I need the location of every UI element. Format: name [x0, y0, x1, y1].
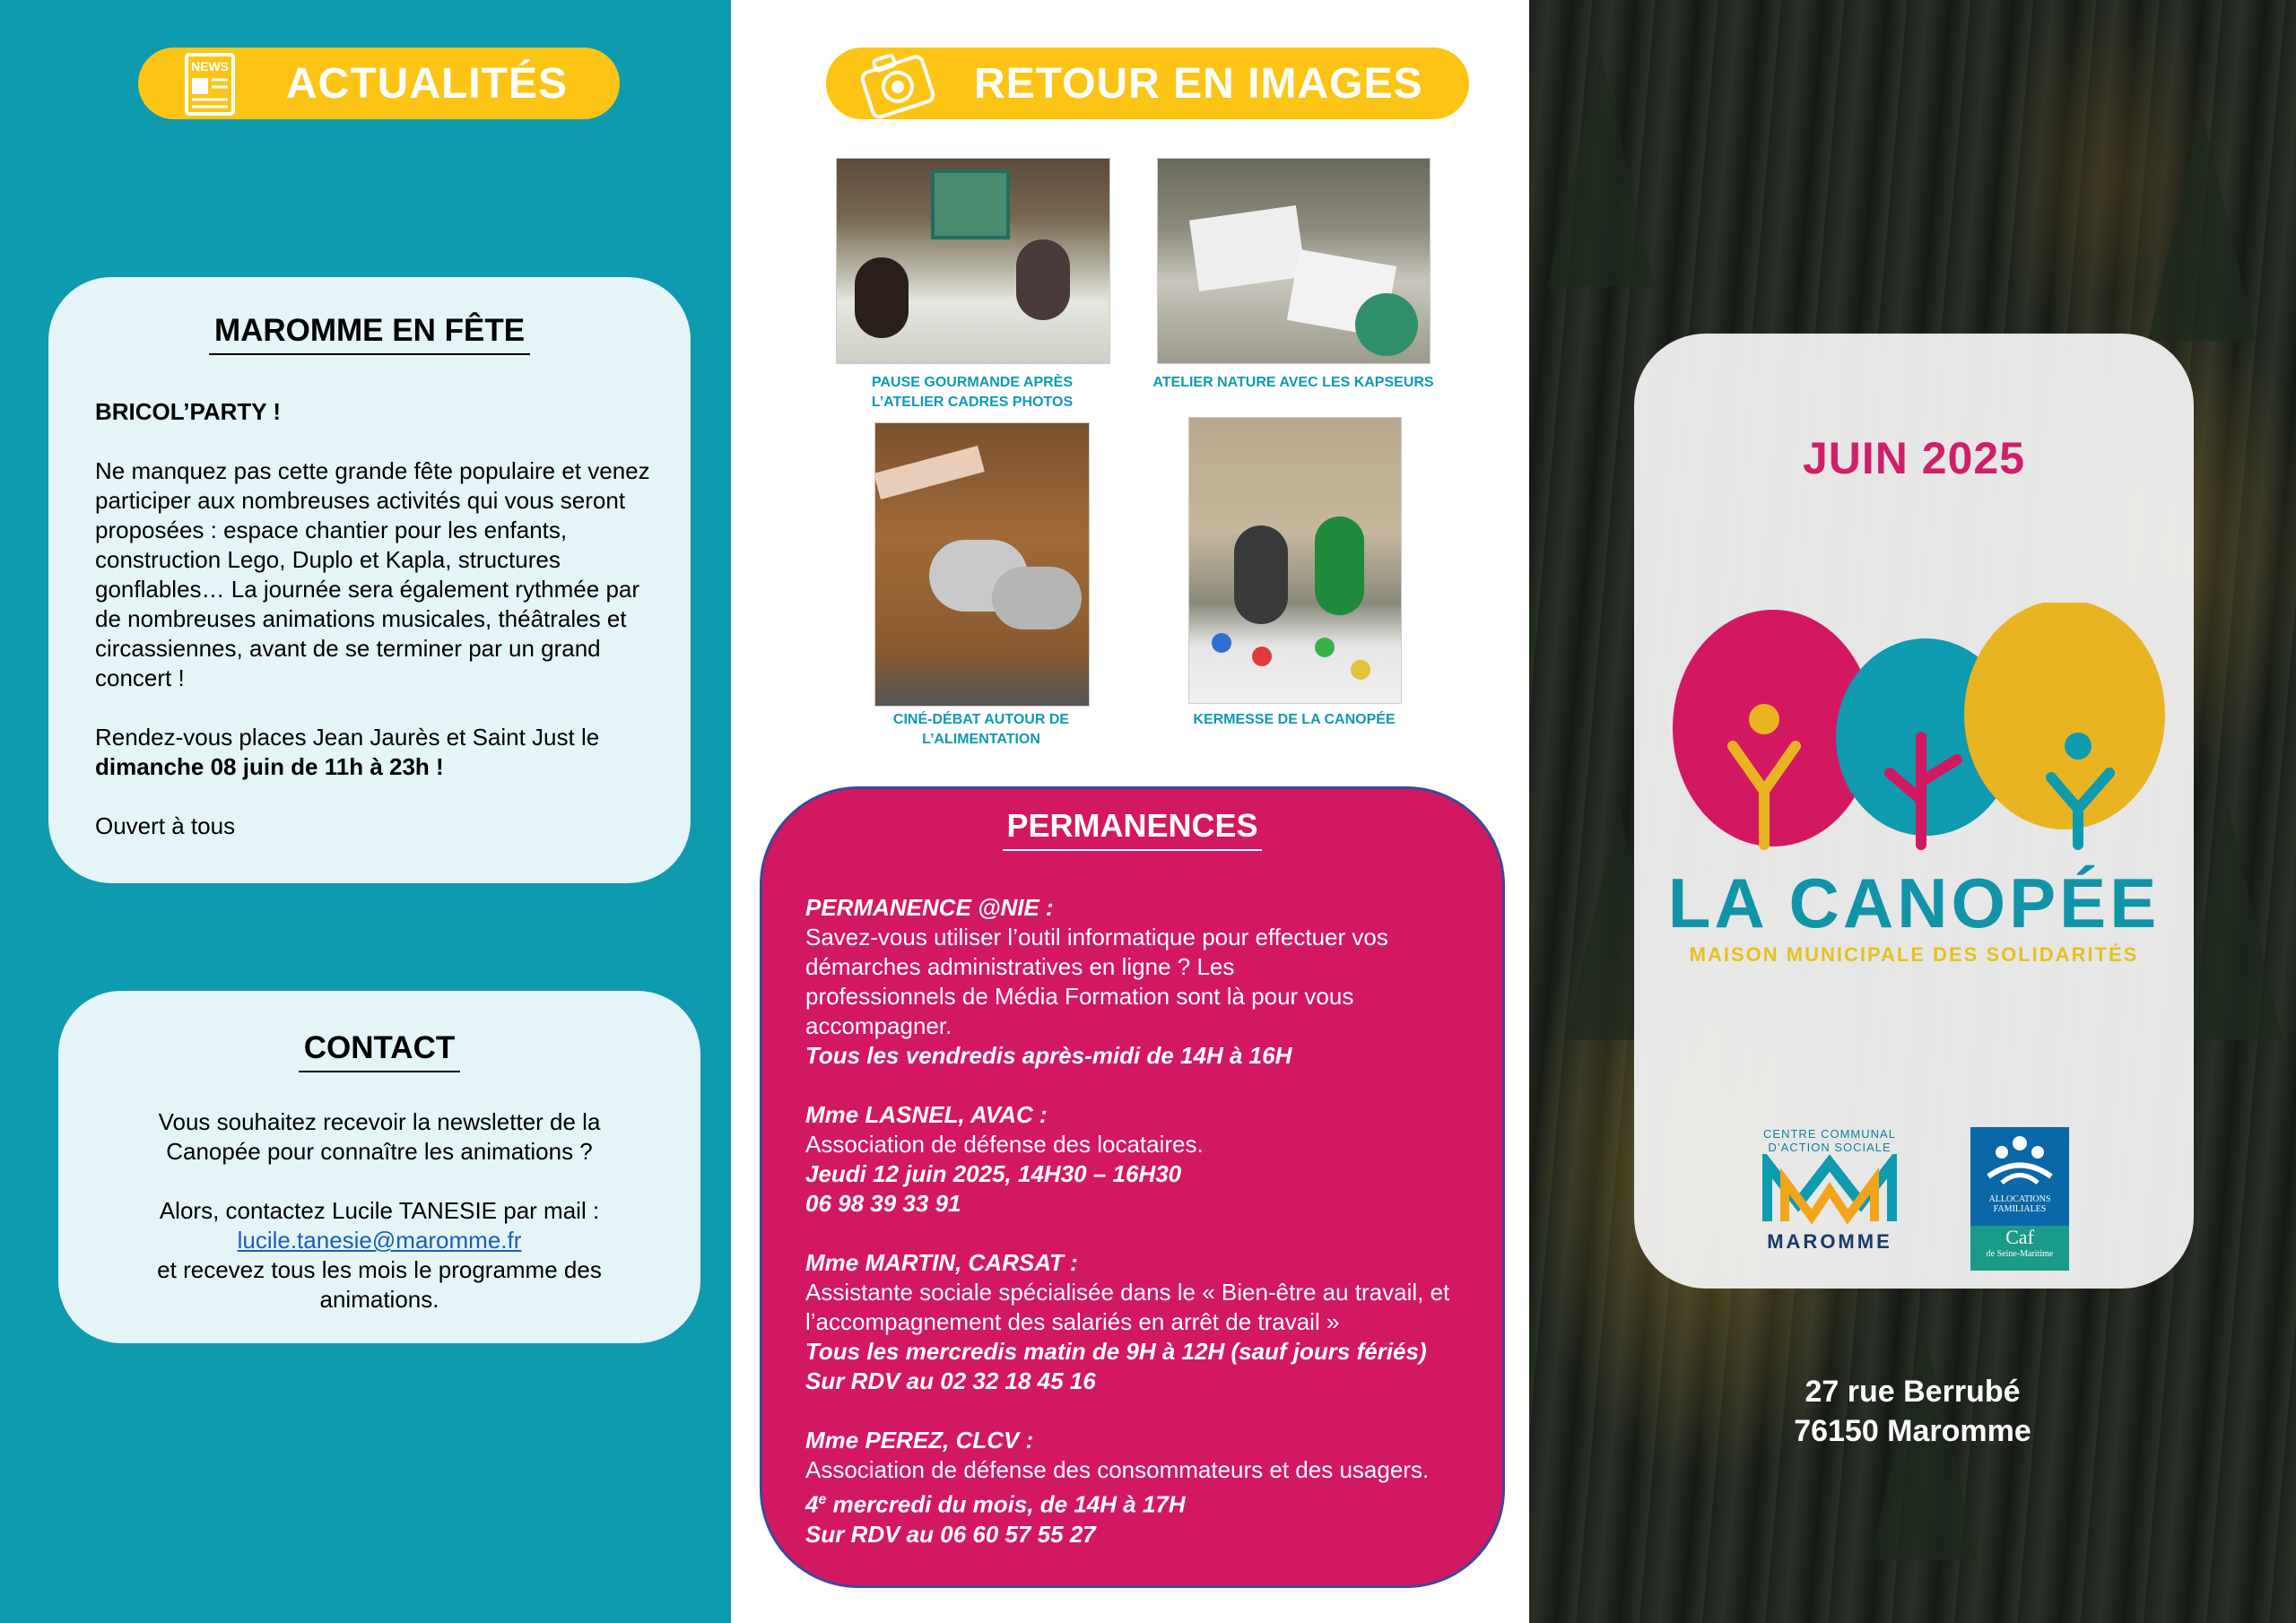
caf-line2: FAMILIALES — [1993, 1204, 2047, 1214]
permanences-card — [760, 786, 1505, 1588]
permanence-name: PERMANENCE @NIE : — [805, 894, 1054, 921]
photo-cine-debat — [874, 422, 1090, 707]
bowl-shape — [992, 567, 1082, 629]
permanence-desc: Assistante sociale spécialisée dans le « Bien-être au travail, et l’accompagnement des salariés en arrêt de travail » — [805, 1279, 1450, 1335]
canopee-logo-trees — [1670, 603, 2172, 867]
permanences-title: PERMANENCES — [1003, 807, 1261, 851]
contact-newsletter-text: Vous souhaitez recevoir la newsletter de la Canopée pour connaître les animations ? — [158, 1108, 601, 1165]
permanence-desc: Association de défense des consommateurs et des usagers. — [805, 1456, 1430, 1483]
when-text: mercredi du mois, de 14H à 17H — [826, 1490, 1186, 1518]
permanence-phone: Sur RDV au 06 60 57 55 27 — [805, 1520, 1096, 1548]
contact-body — [121, 1107, 638, 1315]
cover-card — [1634, 334, 2194, 1289]
caf-line1: ALLOCATIONS — [1988, 1194, 2051, 1204]
permanence-phone: 06 98 39 33 91 — [805, 1190, 961, 1217]
child-shape — [1315, 516, 1364, 615]
paper-shape — [1189, 205, 1306, 291]
permanence-item — [805, 1100, 1487, 1219]
rdv-text: Rendez-vous places Jean Jaurès et Saint Just le — [95, 724, 600, 751]
contact-card — [58, 991, 700, 1343]
caption-cine-debat: CINÉ-DÉBAT AUTOUR DE L’ALIMENTATION — [892, 712, 1070, 747]
forest-tree — [2148, 108, 2256, 341]
permanence-desc: Savez-vous utiliser l’outil informatique pour effectuer vos démarches administratives en ligne ? Les professionnels de Média Formation sont là pour vous accompagner. — [805, 924, 1388, 1039]
caf-people-icon — [1970, 1127, 2069, 1190]
twister-dot — [1351, 660, 1370, 680]
permanences-list — [805, 893, 1487, 1549]
photo-pause-gourmande — [836, 158, 1110, 364]
caf-logo — [1970, 1127, 2069, 1271]
forest-tree — [1547, 54, 1655, 287]
photo-atelier-nature — [1157, 158, 1431, 364]
caption-atelier-nature: ATELIER NATURE AVEC LES KAPSEURS — [1152, 375, 1434, 390]
retour-banner — [826, 48, 1469, 119]
caption-pause-gourmande: PAUSE GOURMANDE APRÈS L’ATELIER CADRES PHOTOS — [871, 375, 1074, 410]
when-number: 4 — [805, 1490, 819, 1518]
canopee-subtitle: MAISON MUNICIPALE DES SOLIDARITÉS — [1689, 943, 2139, 966]
ccas-line2: D’ACTION SOCIALE — [1768, 1141, 1892, 1154]
ccas-logo — [1758, 1127, 1901, 1254]
address-street: 27 rue Berrubé — [1805, 1375, 2021, 1409]
permanence-item — [805, 893, 1487, 1071]
contact-email-link[interactable]: lucile.tanesie@maromme.fr — [237, 1227, 522, 1254]
ccas-name: MAROMME — [1767, 1230, 1892, 1253]
fete-description: Ne manquez pas cette grande fête populaire et venez participer aux nombreuses activités qui vous seront proposées : espace chantier pour les enfants, construction Lego, Duplo et Kapla, structures gonflables… La journée sera également rythmée par de nombreuses animations musicales, théâtrales et circassiennes, avant de se terminer par un grand concert ! — [95, 457, 650, 691]
permanence-phone: Sur RDV au 02 32 18 45 16 — [805, 1367, 1096, 1394]
maromme-fete-card — [48, 277, 691, 883]
actualites-banner — [138, 48, 620, 119]
arm-shape — [874, 446, 985, 499]
left-panel — [0, 0, 731, 1623]
person-shape — [855, 257, 909, 338]
twister-dot — [1212, 633, 1231, 653]
person-shape — [1016, 239, 1070, 320]
issue-month: JUIN 2025 — [1802, 433, 2026, 483]
photo-kermesse — [1188, 417, 1402, 704]
camera-icon — [857, 44, 937, 129]
permanence-name: Mme LASNEL, AVAC : — [805, 1101, 1048, 1128]
actualites-title: ACTUALITÉS — [286, 59, 568, 108]
ccas-mark-icon — [1762, 1154, 1897, 1226]
address-block — [1529, 1372, 2296, 1451]
caption-kermesse: KERMESSE DE LA CANOPÉE — [1193, 712, 1396, 727]
twister-dot — [1315, 638, 1335, 657]
caf-name: Caf — [2005, 1226, 2034, 1248]
permanence-item — [805, 1248, 1487, 1396]
permanence-desc: Association de défense des locataires. — [805, 1131, 1204, 1158]
contact-instruction: Alors, contactez Lucile TANESIE par mail : — [159, 1197, 600, 1224]
bricol-party-heading: BRICOL’PARTY ! — [95, 398, 282, 425]
permanence-when: Tous les vendredis après-midi de 14H à 16H — [805, 1042, 1292, 1069]
permanence-when — [805, 1485, 1487, 1520]
address-city: 76150 Maromme — [1794, 1414, 2031, 1448]
permanence-when: Tous les mercredis matin de 9H à 12H (sauf jours fériés) — [805, 1338, 1427, 1365]
permanence-name: Mme PEREZ, CLCV : — [805, 1427, 1034, 1454]
cloth-shape — [1355, 293, 1418, 356]
ccas-line1: CENTRE COMMUNAL — [1763, 1127, 1896, 1141]
rdv-date: dimanche 08 juin de 11h à 23h ! — [95, 753, 444, 780]
permanence-item — [805, 1426, 1487, 1549]
canopee-title: LA CANOPÉE — [1667, 864, 2161, 942]
open-to-all: Ouvert à tous — [95, 812, 236, 839]
maromme-fete-title: MAROMME EN FÊTE — [209, 313, 530, 355]
window-shape — [931, 169, 1010, 239]
caf-region: de Seine-Maritime — [1986, 1249, 2054, 1259]
newspaper-icon — [183, 51, 237, 122]
permanence-when: Jeudi 12 juin 2025, 14H30 – 16H30 — [805, 1160, 1182, 1187]
contact-closing: et recevez tous les mois le programme des animations. — [157, 1256, 602, 1313]
maromme-fete-body — [95, 397, 656, 871]
child-shape — [1234, 525, 1288, 624]
when-ordinal: e — [818, 1492, 827, 1507]
twister-dot — [1252, 647, 1272, 666]
newspaper-icon-label: NEWS — [191, 59, 229, 74]
contact-title: CONTACT — [299, 1030, 461, 1072]
permanence-name: Mme MARTIN, CARSAT : — [805, 1249, 1078, 1276]
retour-title: RETOUR EN IMAGES — [974, 59, 1423, 108]
